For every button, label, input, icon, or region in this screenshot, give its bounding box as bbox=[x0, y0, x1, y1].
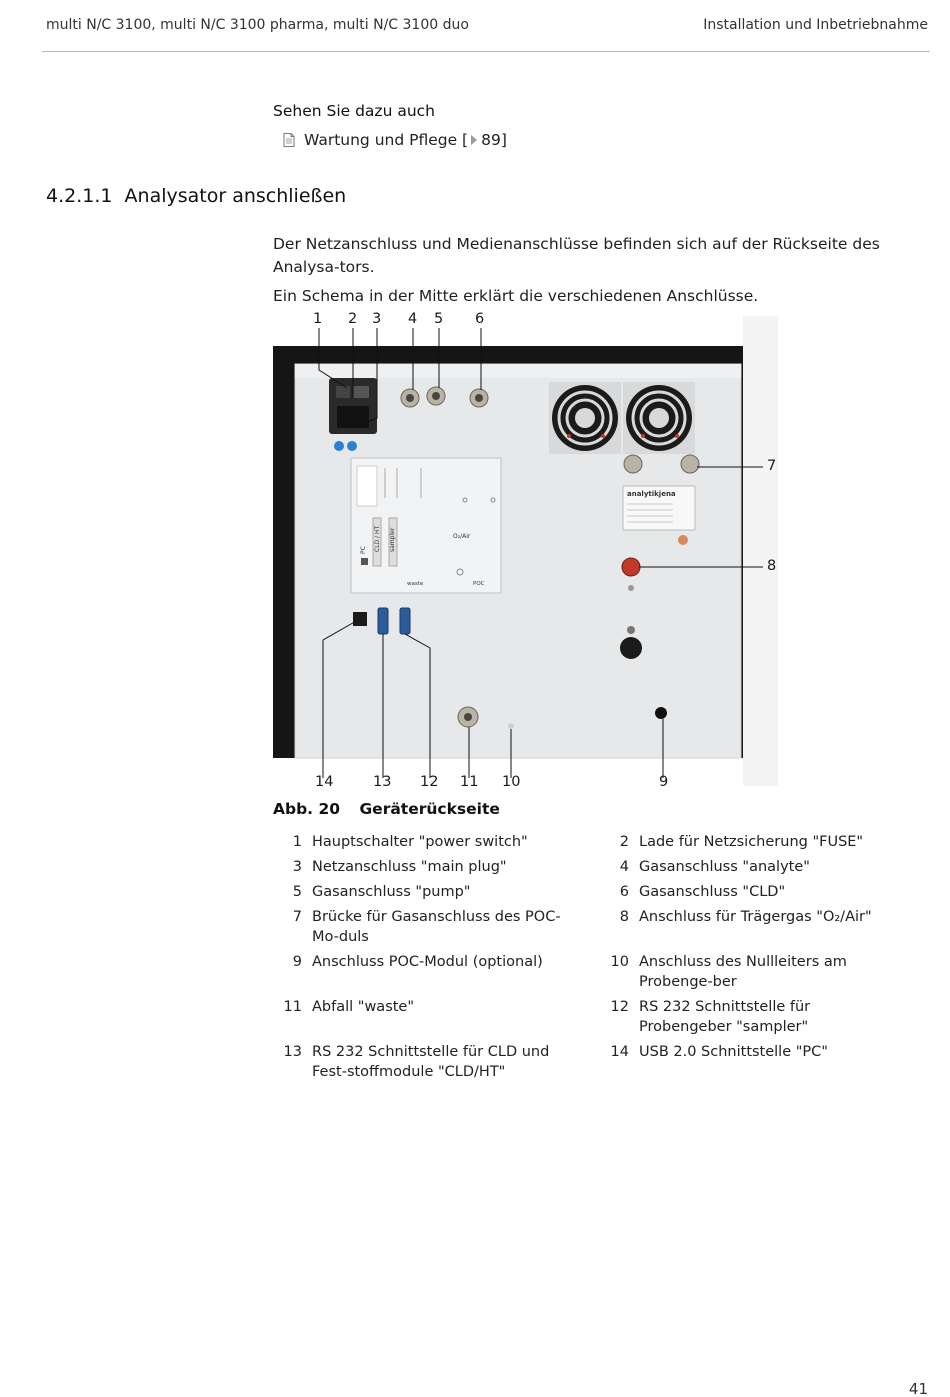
device-rear-figure bbox=[273, 308, 778, 798]
legend-text: Anschluss des Nullleiters am Probenge-ber bbox=[639, 954, 847, 990]
legend-number: 4 bbox=[619, 859, 629, 875]
callout-4: 4 bbox=[408, 311, 418, 327]
caption-number: Abb. 20 bbox=[273, 800, 341, 818]
legend-number: 14 bbox=[610, 1044, 629, 1060]
legend-number: 1 bbox=[292, 834, 302, 850]
callout-9: 9 bbox=[659, 774, 669, 790]
legend-item bbox=[607, 832, 904, 852]
see-also-title: Sehen Sie dazu auch bbox=[273, 102, 435, 120]
callout-14: 14 bbox=[315, 774, 334, 790]
legend-text: Lade für Netzsicherung "FUSE" bbox=[639, 834, 864, 850]
o2-air-label: O₂/Air bbox=[453, 533, 471, 540]
legend-item bbox=[607, 857, 904, 877]
legend-number: 6 bbox=[619, 884, 629, 900]
page-reference-arrow-icon bbox=[471, 135, 477, 145]
pc-label: PC bbox=[360, 546, 367, 554]
legend-number: 8 bbox=[619, 909, 629, 925]
o2-air-connector bbox=[622, 558, 640, 576]
legend-text: Hauptschalter "power switch" bbox=[312, 834, 528, 850]
legend-number: 10 bbox=[610, 954, 629, 970]
callout-13: 13 bbox=[373, 774, 392, 790]
poc-connector bbox=[620, 637, 642, 659]
see-also-link-text: Wartung und Pflege [ bbox=[304, 131, 469, 149]
caption-title: Geräterückseite bbox=[359, 800, 500, 818]
schema-paragraph: Ein Schema in der Mitte erklärt die verschiedenen Anschlüsse. bbox=[273, 287, 759, 305]
callout-3: 3 bbox=[372, 311, 382, 327]
legend-item bbox=[280, 1042, 577, 1082]
legend-item bbox=[607, 882, 904, 902]
callout-1: 1 bbox=[313, 311, 323, 327]
header-chapter-title: Installation und Inbetriebnahme bbox=[703, 17, 928, 33]
legend-item bbox=[607, 997, 904, 1037]
rs232-sampler-port bbox=[400, 608, 410, 634]
page-number: 41 bbox=[908, 1380, 928, 1397]
callout-2: 2 bbox=[348, 311, 358, 327]
brand-label: analytikjena bbox=[627, 490, 676, 498]
callout-8: 8 bbox=[767, 558, 777, 574]
legend-item bbox=[280, 952, 577, 972]
legend-text: Gasanschluss "pump" bbox=[312, 884, 471, 900]
legend-item bbox=[280, 907, 577, 947]
legend-text: Gasanschluss "CLD" bbox=[639, 884, 786, 900]
legend-item bbox=[280, 832, 577, 852]
legend-item bbox=[607, 1042, 904, 1062]
legend-item bbox=[607, 952, 904, 992]
legend-text: Gasanschluss "analyte" bbox=[639, 859, 810, 875]
legend-number: 5 bbox=[292, 884, 302, 900]
legend-number: 2 bbox=[619, 834, 629, 850]
legend-text: RS 232 Schnittstelle für Probengeber "sampler" bbox=[639, 999, 811, 1035]
section-title: Analysator anschließen bbox=[124, 185, 347, 207]
cld-ht-label: CLD / HT bbox=[374, 525, 381, 552]
header-product-names: multi N/C 3100, multi N/C 3100 pharma, multi N/C 3100 duo bbox=[46, 17, 469, 33]
legend-number: 11 bbox=[283, 999, 302, 1015]
legend-item bbox=[280, 882, 577, 902]
legend-text: RS 232 Schnittstelle für CLD und Fest-stoffmodule "CLD/HT" bbox=[312, 1044, 550, 1080]
device-rear-illustration bbox=[273, 308, 778, 798]
intro-paragraph: Der Netzanschluss und Medienanschlüsse befinden sich auf der Rückseite des Analysa-tors. bbox=[273, 235, 880, 276]
legend-number: 3 bbox=[292, 859, 302, 875]
callout-7: 7 bbox=[767, 458, 777, 474]
callout-6: 6 bbox=[475, 311, 485, 327]
callout-11: 11 bbox=[460, 774, 479, 790]
section-number: 4.2.1.1 bbox=[46, 185, 113, 207]
legend-text: Brücke für Gasanschluss des POC-Mo-duls bbox=[312, 909, 561, 945]
figure-caption bbox=[273, 800, 500, 818]
see-also-link-page: 89] bbox=[481, 131, 507, 149]
legend-text: Abfall "waste" bbox=[312, 999, 415, 1015]
usb-port bbox=[353, 612, 367, 626]
waste-label: waste bbox=[407, 581, 424, 587]
legend-text: Netzanschluss "main plug" bbox=[312, 859, 507, 875]
legend-item bbox=[280, 857, 577, 877]
document-icon bbox=[283, 133, 295, 147]
poc-module-port bbox=[655, 707, 667, 719]
legend-item bbox=[280, 997, 577, 1017]
callout-5: 5 bbox=[434, 311, 444, 327]
legend-number: 12 bbox=[610, 999, 629, 1015]
legend-number: 9 bbox=[292, 954, 302, 970]
legend-item bbox=[607, 907, 904, 927]
legend-text: USB 2.0 Schnittstelle "PC" bbox=[639, 1044, 828, 1060]
rs232-cld-port bbox=[378, 608, 388, 634]
poc-label: POC bbox=[473, 581, 485, 587]
see-also-link[interactable] bbox=[283, 131, 507, 149]
running-header bbox=[42, 0, 930, 52]
legend-number: 7 bbox=[292, 909, 302, 925]
legend-text: Anschluss POC-Modul (optional) bbox=[312, 954, 543, 970]
sampler-label: sampler bbox=[389, 527, 396, 552]
legend-text: Anschluss für Trägergas "O₂/Air" bbox=[639, 909, 872, 925]
callout-10: 10 bbox=[502, 774, 521, 790]
section-heading bbox=[46, 185, 346, 207]
legend-number: 13 bbox=[283, 1044, 302, 1060]
callout-12: 12 bbox=[420, 774, 439, 790]
